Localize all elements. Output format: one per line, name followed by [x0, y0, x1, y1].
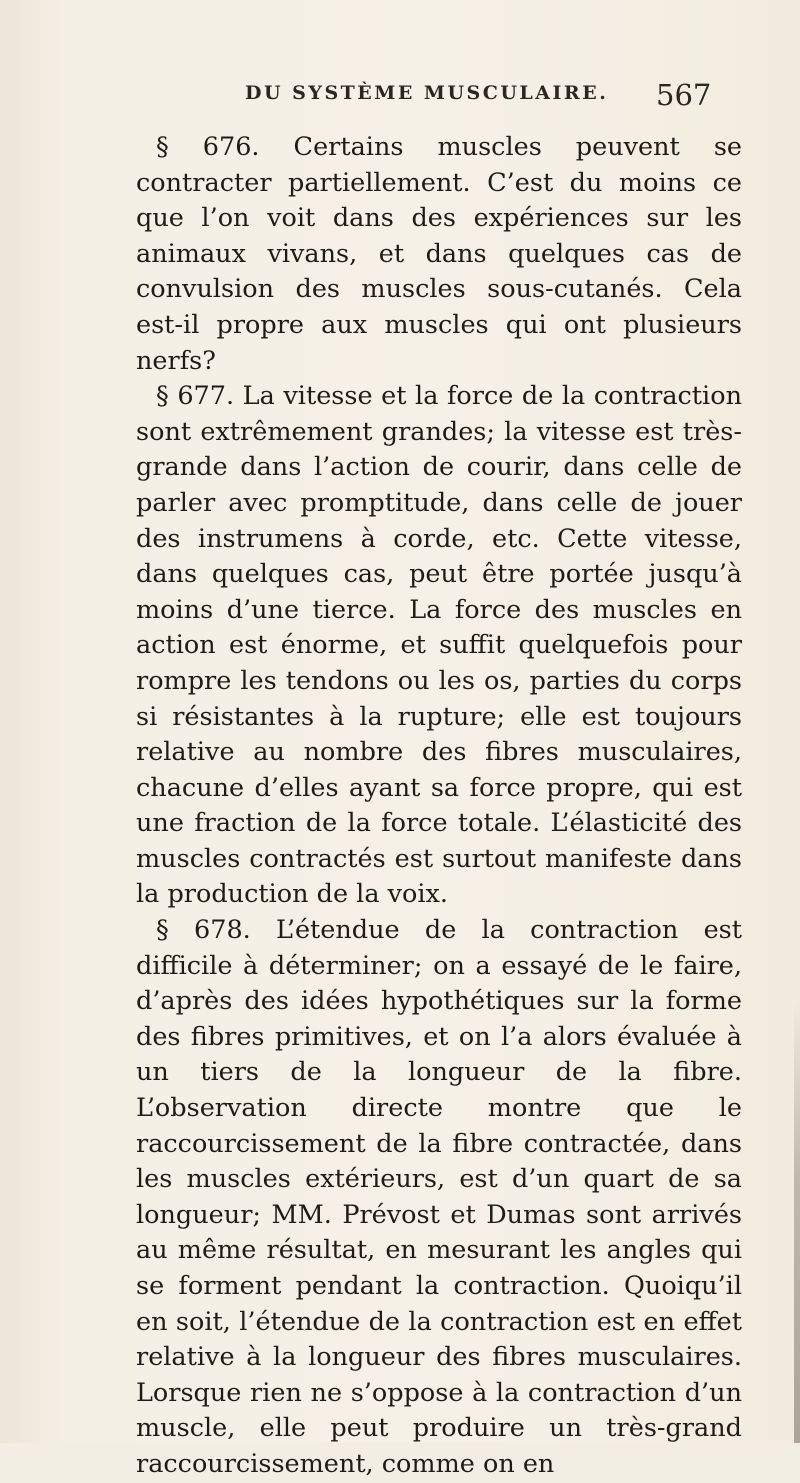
paragraph-678: § 678. L’étendue de la contraction est difficile à déterminer; on a essayé de le faire, d’après des idées hypothétiques sur la forme des fibres primitives, et on l’a alors évaluée à un tiers de la longueur de la fibre. L’observation directe montre que le raccourcissement de la fibre contractée, dans les muscles extérieurs, est d’un quart de sa longueur; MM. Prévost et Dumas sont arrivés au même résultat, en mesurant les angles qui se forment pendant la contraction. Quoiqu’il en soit, l’étendue de la contraction est en effet relative à la longueur des fibres musculaires. Lorsque rien ne s’oppose à la contraction d’un muscle, elle peut produire un très-grand raccourcissement, comme on en [136, 915, 742, 1479]
paragraph-676: § 676. Certains muscles peuvent se contracter partiellement. C’est du moins ce que l’on voit dans des expériences sur les animaux vivans, et dans quelques cas de convulsion des muscles sous-cutanés. Cela est-il propre aux muscles qui ont plusieurs nerfs? [136, 132, 742, 376]
page-number: 567 [656, 78, 712, 112]
page-edge-shadow [794, 1000, 800, 1443]
running-head: DU SYSTÈME MUSCULAIRE. [245, 82, 609, 104]
paragraph-677: § 677. La vitesse et la force de la contraction sont extrêmement grandes; la vitesse est très-grande dans l’action de courir, dans celle de parler avec promptitude, dans celle de jouer des instrumens à corde, etc. Cette vitesse, dans quelques cas, peut être portée jusqu’à moins d’une tierce. La force des muscles en action est énorme, et suffit quelquefois pour rompre les tendons ou les os, parties du corps si résistantes à la rupture; elle est toujours relative au nombre des fibres musculaires, chacune d’elles ayant sa force propre, qui est une fraction de la force totale. L’élasticité des muscles contractés est surtout manifeste dans la production de la voix. [136, 381, 742, 910]
body-text [136, 130, 742, 1483]
page-header [0, 78, 800, 118]
